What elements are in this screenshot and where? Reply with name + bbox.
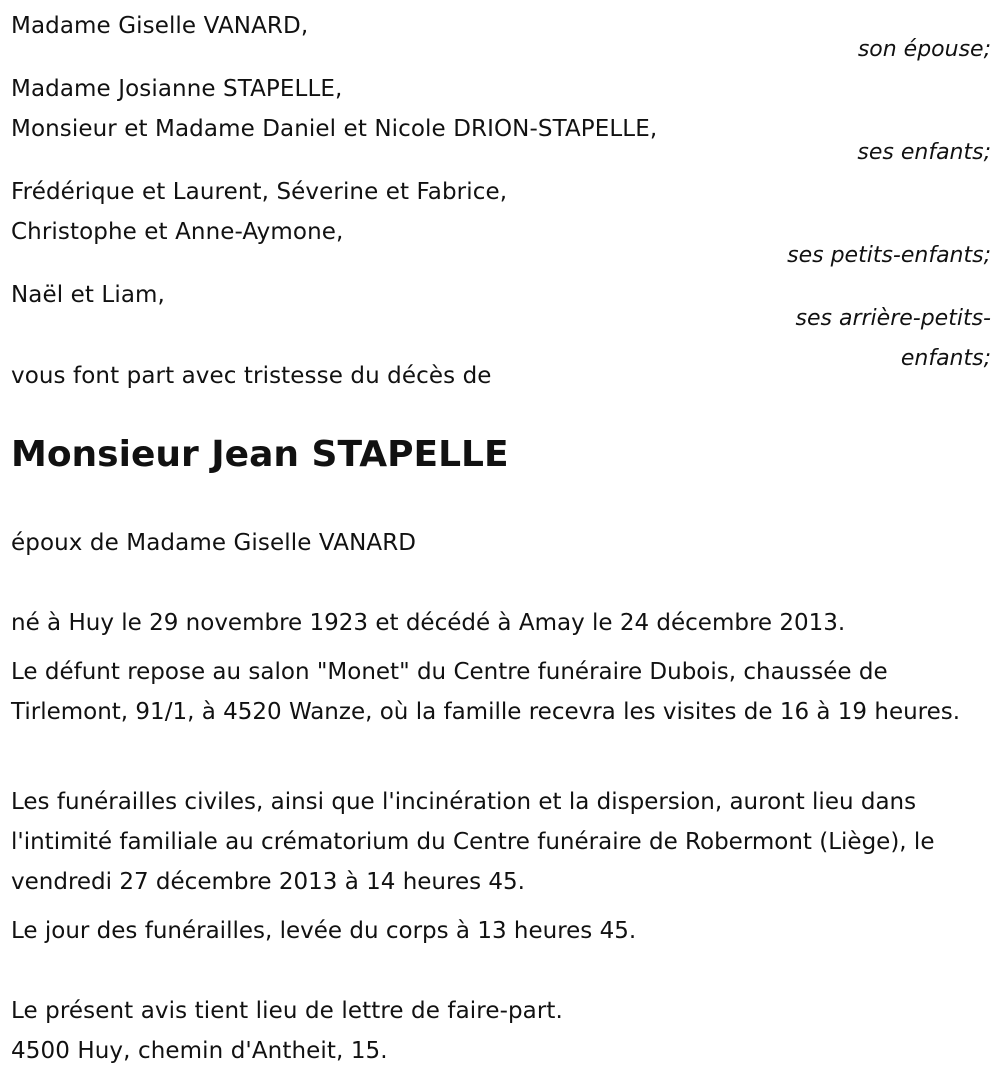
spouse-role: son épouse; [857, 37, 991, 62]
deceased-name: Monsieur Jean STAPELLE [11, 434, 509, 475]
grandchildren-line-2: Christophe et Anne-Aymone, [11, 219, 344, 245]
spouse-of-text: époux de Madame Giselle VANARD [11, 530, 417, 556]
announcement-text: vous font part avec tristesse du décès de [11, 363, 492, 389]
great-grandchildren-line: Naël et Liam, [11, 282, 165, 308]
removal-paragraph: Le jour des funérailles, levée du corps à 13 heures 45. [11, 918, 637, 944]
grandchildren-line-1: Frédérique et Laurent, Séverine et Fabrice, [11, 179, 508, 205]
child-line-2: Monsieur et Madame Daniel et Nicole DRION-STAPELLE, [11, 116, 658, 142]
children-role: ses enfants; [857, 140, 991, 165]
great-grandchildren-role-line-1: ses arrière-petits- [795, 306, 991, 331]
grandchildren-role: ses petits-enfants; [787, 243, 991, 268]
child-line-1: Madame Josianne STAPELLE, [11, 76, 343, 102]
address-text: 4500 Huy, chemin d'Antheit, 15. [11, 1038, 388, 1064]
birth-death-text: né à Huy le 29 novembre 1923 et décédé à Amay le 24 décembre 2013. [11, 610, 846, 636]
notice-text: Le présent avis tient lieu de lettre de faire-part. [11, 998, 563, 1024]
spouse-name: Madame Giselle VANARD, [11, 13, 309, 39]
funeral-paragraph: Les funérailles civiles, ainsi que l'incinération et la dispersion, auront lieu dans l'intimité familiale au crématorium du Centre funéraire de Robermont (Liège), le vendredi 27 décembre 2013 à 14 heures 45. [11, 789, 935, 895]
great-grandchildren-role-line-2: enfants; [900, 346, 991, 371]
viewing-paragraph: Le défunt repose au salon "Monet" du Centre funéraire Dubois, chaussée de Tirlemont, 91/1, à 4520 Wanze, où la famille recevra les visites de 16 à 19 heures. [11, 659, 961, 725]
